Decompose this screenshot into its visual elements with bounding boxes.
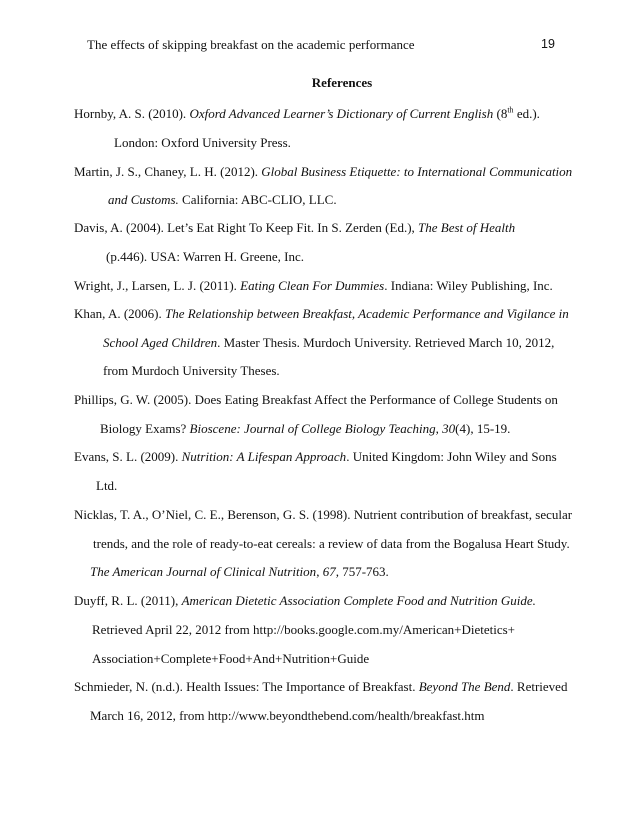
reference-evans-line-2: Ltd. [96,478,118,493]
page-number: 19 [541,37,555,51]
reference-martin-line-2: and Customs. California: ABC-CLIO, LLC. [108,192,337,207]
reference-phillips-line-2: Biology Exams? Bioscene: Journal of College Biology Teaching, 30(4), 15-19. [100,421,511,436]
reference-hornby-line-2: London: Oxford University Press. [114,135,291,150]
reference-martin-line-1: Martin, J. S., Chaney, L. H. (2012). Global Business Etiquette: to International Communication [74,164,573,179]
reference-nicklas-line-1: Nicklas, T. A., O’Niel, C. E., Berenson, G. S. (1998). Nutrient contribution of breakfast, secular [74,507,573,522]
reference-phillips-line-1: Phillips, G. W. (2005). Does Eating Breakfast Affect the Performance of College Students on [74,392,558,407]
reference-duyff-line-2: Retrieved April 22, 2012 from http://books.google.com.my/American+Dietetics+ [92,622,516,637]
reference-davis-line-1: Davis, A. (2004). Let’s Eat Right To Keep Fit. In S. Zerden (Ed.), The Best of Health [74,220,516,235]
reference-khan-line-3: from Murdoch University Theses. [103,363,280,378]
reference-khan-line-2: School Aged Children. Master Thesis. Murdoch University. Retrieved March 10, 2012, [103,335,555,350]
references-heading: References [311,75,373,90]
reference-schmieder-line-1: Schmieder, N. (n.d.). Health Issues: The Importance of Breakfast. Beyond The Bend. Retrieved [74,679,568,694]
reference-duyff-line-1: Duyff, R. L. (2011), American Dietetic Association Complete Food and Nutrition Guide. [74,593,536,608]
reference-schmieder-line-2: March 16, 2012, from http://www.beyondthebend.com/health/breakfast.htm [90,708,485,723]
reference-khan-line-1: Khan, A. (2006). The Relationship between Breakfast, Academic Performance and Vigilance in [74,306,569,321]
reference-davis-line-2: (p.446). USA: Warren H. Greene, Inc. [106,249,304,264]
reference-evans-line-1: Evans, S. L. (2009). Nutrition: A Lifespan Approach. United Kingdom: John Wiley and Sons [74,449,557,464]
running-header-title: The effects of skipping breakfast on the academic performance [87,37,415,52]
reference-nicklas-line-2: trends, and the role of ready-to-eat cereals: a review of data from the Bogalusa Heart Study. [93,536,570,551]
reference-nicklas-line-3: The American Journal of Clinical Nutrition, 67, 757-763. [90,564,389,579]
reference-duyff-line-3: Association+Complete+Food+And+Nutrition+Guide [92,651,370,666]
reference-hornby-line-1: Hornby, A. S. (2010). Oxford Advanced Learner’s Dictionary of Current English (8th ed.). [74,105,540,121]
reference-wright-line-1: Wright, J., Larsen, L. J. (2011). Eating Clean For Dummies. Indiana: Wiley Publishing, Inc. [74,278,553,293]
